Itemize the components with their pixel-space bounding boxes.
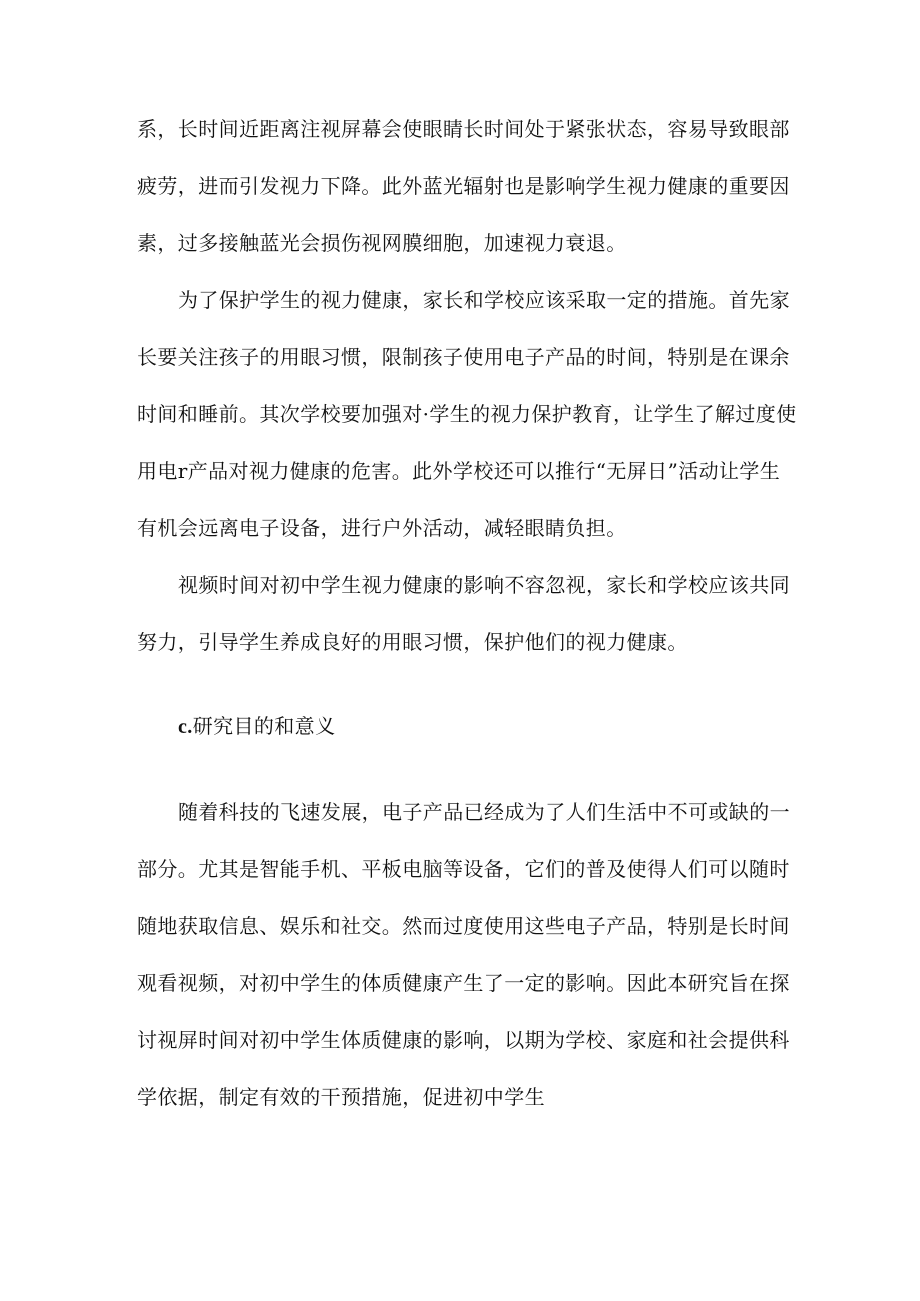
paragraph-line: 部分。尤其是智能手机、平板电脑等设备，它们的普及使得人们可以随时 bbox=[137, 857, 790, 881]
section-heading-number: c. bbox=[178, 716, 193, 738]
paragraph-line: 讨视屏时间对初中学生体质健康的影响，以期为学校、家庭和社会提供科 bbox=[137, 1028, 790, 1052]
paragraph-line: 视频时间对初中学生视力健康的影响不容忽视，家长和学校应该共同 bbox=[178, 573, 790, 597]
paragraph-line: 努力，引导学生养成良好的用眼习惯，保护他们的视力健康。 bbox=[137, 630, 688, 654]
paragraph-line: 随地获取信息、娱乐和社交。然而过度使用这些电子产品，特别是长时间 bbox=[137, 914, 790, 938]
paragraph-line: 长要关注孩子的用眼习惯，限制孩子使用电子产品的时间，特别是在课余 bbox=[137, 345, 790, 369]
paragraph-line: 疲劳，进而引发视力下降。此外蓝光辐射也是影响学生视力健康的重要因 bbox=[137, 174, 790, 198]
section-heading bbox=[178, 712, 336, 741]
section-heading-text: 研究目的和意义 bbox=[192, 714, 336, 738]
paragraph-line: 系，长时间近距离注视屏幕会使眼睛长时间处于紧张状态，容易导致眼部 bbox=[137, 117, 790, 141]
paragraph-line: 观看视频，对初中学生的体质健康产生了一定的影响。因此本研究旨在探 bbox=[137, 971, 790, 995]
paragraph-line: 时间和睡前。其次学校要加强对·学生的视力保护教育，让学生了解过度使 bbox=[137, 402, 797, 426]
paragraph-line: 为了保护学生的视力健康，家长和学校应该采取一定的措施。首先家 bbox=[178, 288, 790, 312]
paragraph-line: 学依据，制定有效的干预措施，促进初中学生 bbox=[137, 1085, 545, 1109]
paragraph-line: 有机会远离电子设备，进行户外活动，减轻眼睛负担。 bbox=[137, 516, 627, 540]
paragraph-line: 用电r产品对视力健康的危害。此外学校还可以推行“无屏日”活动让学生 bbox=[137, 459, 781, 483]
paragraph-line: 素，过多接触蓝光会损伤视网膜细胞，加速视力衰退。 bbox=[137, 231, 627, 255]
paragraph-line: 随着科技的飞速发展，电子产品已经成为了人们生活中不可或缺的一 bbox=[178, 800, 790, 824]
